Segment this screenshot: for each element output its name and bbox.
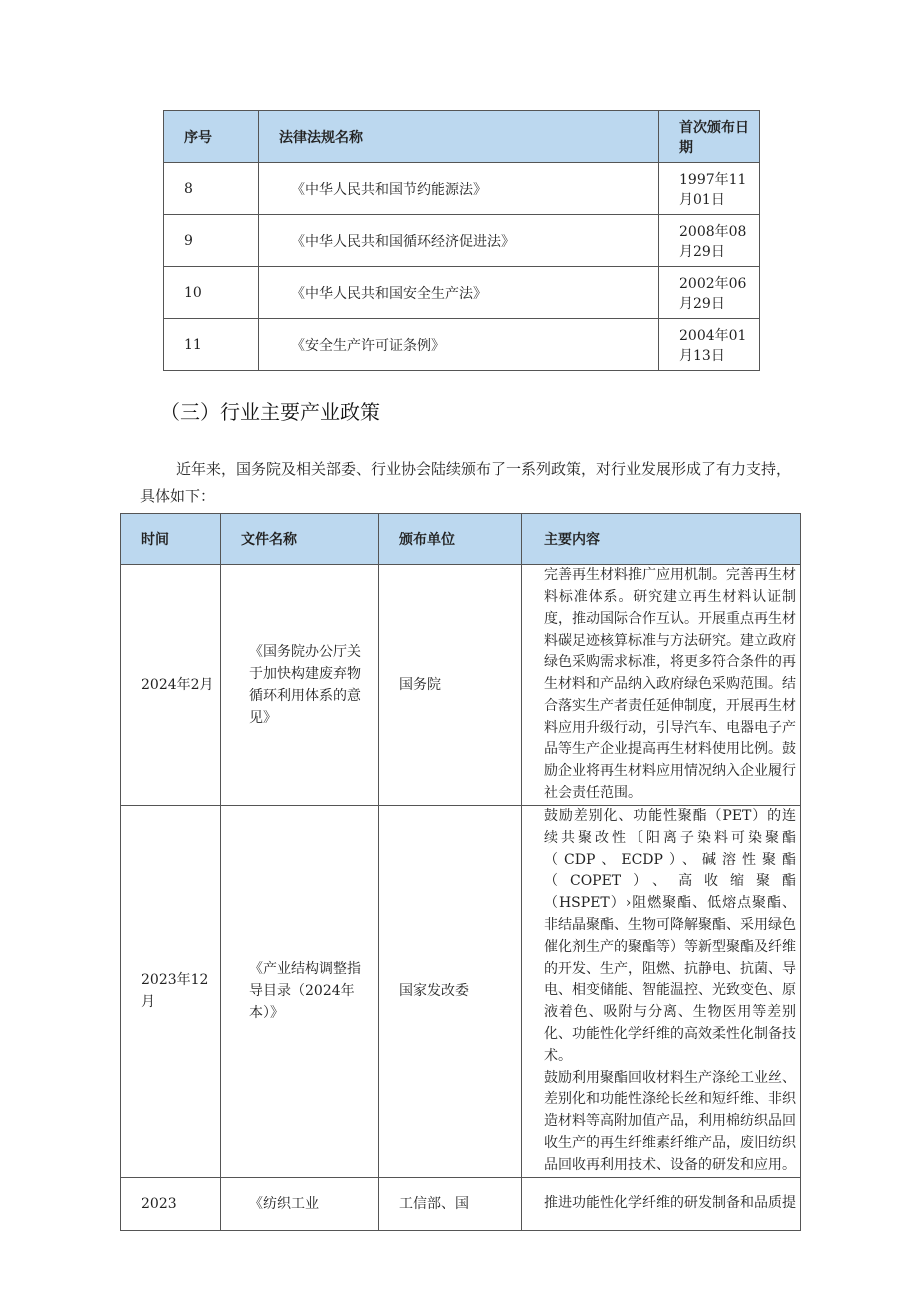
table-row — [164, 267, 760, 319]
policy-content — [522, 806, 801, 1178]
policy-issuer: 工信部、国 — [379, 1177, 522, 1230]
header-no: 序号 — [164, 111, 259, 163]
law-date: 1997年11月01日 — [659, 163, 760, 215]
law-no: 8 — [164, 163, 259, 215]
policy-doc: 《产业结构调整指导目录（2024年本）》 — [221, 806, 379, 1178]
policy-content-paragraph: 完善再生材料推广应用机制。完善再生材料标准体系。研究建立再生材料认证制度，推动国际合作互认。开展重点再生材料碳足迹核算标准与方法研究。建立政府绿色采购需求标准，将更多符合条件的再生材料和产品纳入政府绿色采购范围。结合落实生产者责任延伸制度，开展再生材料应用升级行动，引导汽车、电器电子产品等生产企业提高再生材料使用比例。鼓励企业将再生材料应用情况纳入企业履行社会责任范围。 — [544, 567, 796, 802]
laws-table — [163, 110, 760, 371]
law-date: 2004年01月13日 — [659, 319, 760, 371]
policy-date: 2023年12月 — [121, 806, 221, 1178]
law-no: 9 — [164, 215, 259, 267]
policy-table — [120, 513, 801, 1231]
table-row — [164, 319, 760, 371]
header-issuer: 颁布单位 — [379, 514, 522, 565]
policy-date: 2023 — [121, 1177, 221, 1230]
policy-content — [522, 1177, 801, 1230]
policy-content — [522, 565, 801, 806]
policy-issuer: 国务院 — [379, 565, 522, 806]
table-row — [164, 215, 760, 267]
table-row — [164, 163, 760, 215]
table-row — [121, 806, 801, 1178]
law-no: 11 — [164, 319, 259, 371]
laws-header-row — [164, 111, 760, 163]
law-date: 2002年06月29日 — [659, 267, 760, 319]
law-name: 《中华人民共和国安全生产法》 — [259, 267, 659, 319]
law-no: 10 — [164, 267, 259, 319]
header-time: 时间 — [121, 514, 221, 565]
table-row — [121, 565, 801, 806]
section-heading: （三）行业主要产业政策 — [160, 400, 380, 424]
header-content: 主要内容 — [522, 514, 801, 565]
intro-paragraph: 近年来，国务院及相关部委、行业协会陆续颁布了一系列政策，对行业发展形成了有力支持，具体如下： — [140, 460, 792, 505]
policy-content-paragraph: 鼓励差别化、功能性聚酯（PET）的连续共聚改性〔阳离子染料可染聚酯（CDP、ECDP）、碱溶性聚酯（COPET）、高收缩聚酯（HSPET）›阻燃聚酯、低熔点聚酯、非结晶聚酯、生物可降解聚酯、采用绿色催化剂生产的聚酯等）等新型聚酯及纤维的开发、生产，阻燃、抗静电、抗菌、导电、相变储能、智能温控、光致变色、原液着色、吸附与分离、生物医用等差别化、功能性化学纤维的高效柔性化制备技术。 — [544, 808, 796, 1064]
policy-doc: 《国务院办公厅关于加快构建废弃物循环利用体系的意见》 — [221, 565, 379, 806]
law-name: 《中华人民共和国循环经济促进法》 — [259, 215, 659, 267]
header-first-date: 首次颁布日期 — [659, 111, 760, 163]
policy-content-paragraph: 鼓励利用聚酯回收材料生产涤纶工业丝、差别化和功能性涤纶长丝和短纤维、非织造材料等高附加值产品，利用棉纺织品回收生产的再生纤维素纤维产品，废旧纺织品回收再利用技术、设备的研发和应用。 — [544, 1069, 796, 1173]
header-doc-name: 文件名称 — [221, 514, 379, 565]
policy-doc: 《纺织工业 — [221, 1177, 379, 1230]
header-law-name: 法律法规名称 — [259, 111, 659, 163]
law-name: 《中华人民共和国节约能源法》 — [259, 163, 659, 215]
policy-issuer: 国家发改委 — [379, 806, 522, 1178]
policy-date: 2024年2月 — [121, 565, 221, 806]
law-name: 《安全生产许可证条例》 — [259, 319, 659, 371]
policy-content-paragraph: 推进功能性化学纤维的研发制备和品质提 — [544, 1194, 796, 1211]
law-date: 2008年08月29日 — [659, 215, 760, 267]
policy-header-row — [121, 514, 801, 565]
table-row — [121, 1177, 801, 1230]
